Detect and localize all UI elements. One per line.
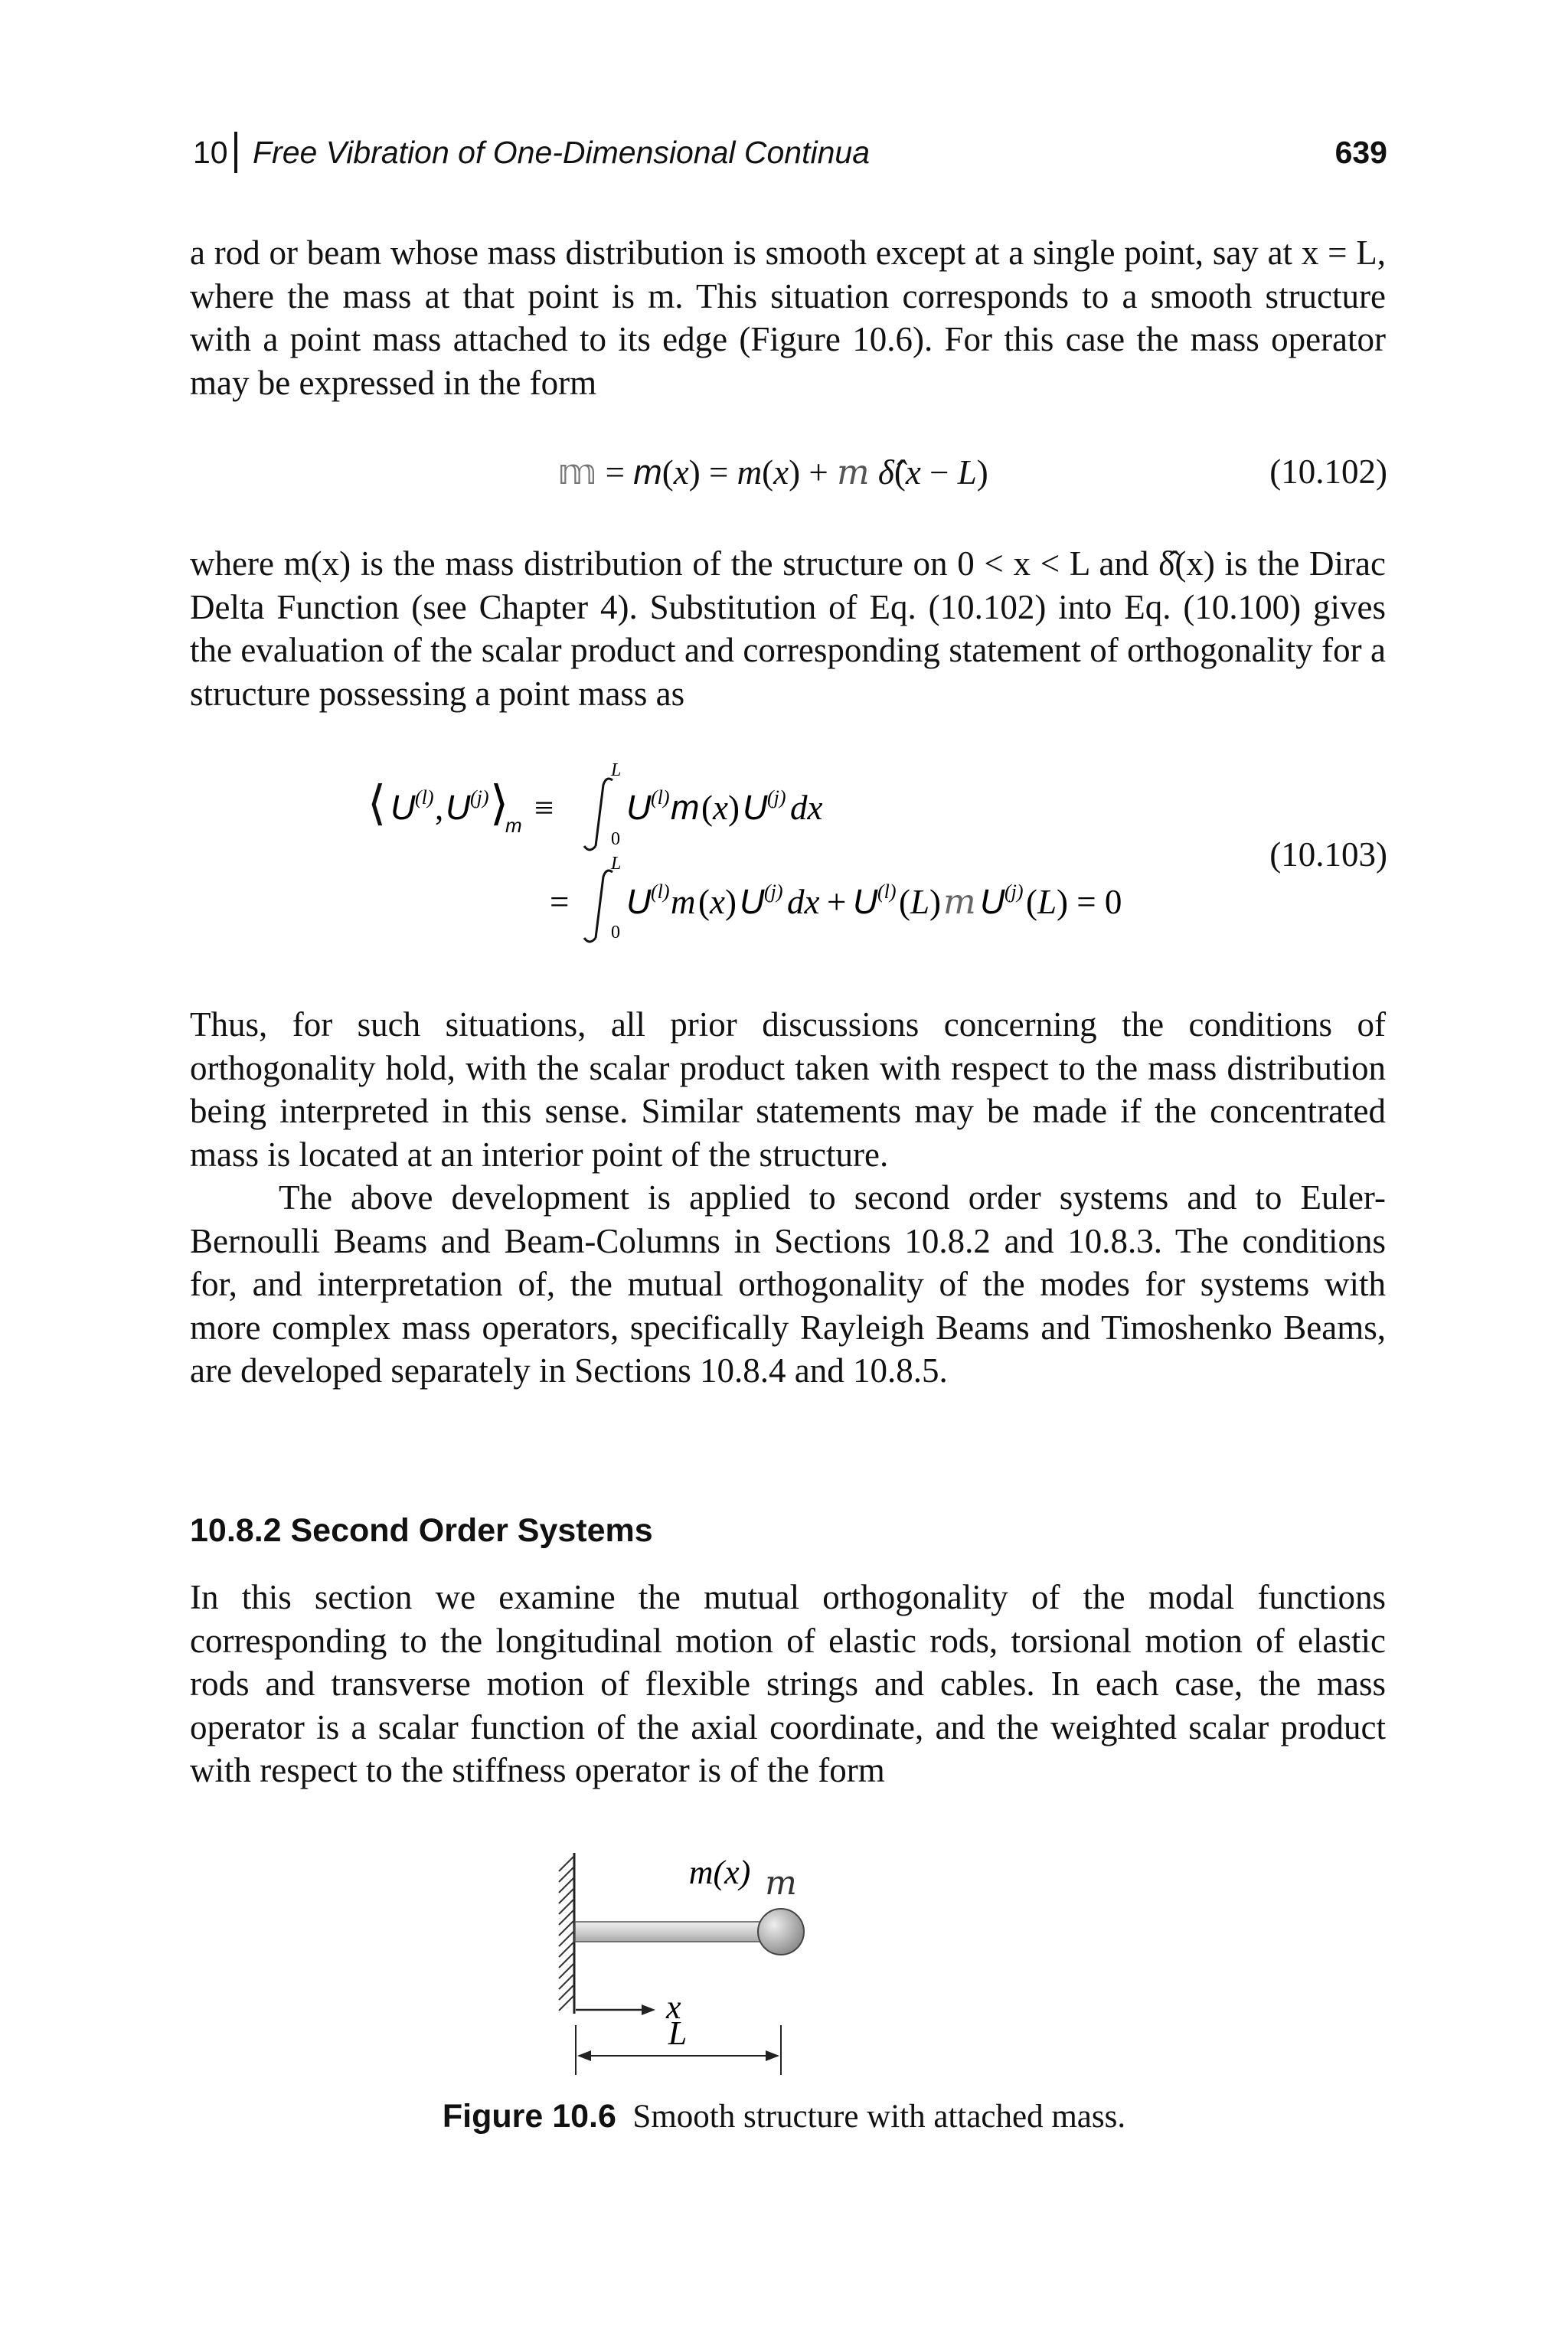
svg-text:dx: dx [790, 789, 823, 827]
svg-text:L: L [611, 760, 622, 780]
svg-text:(x): (x) [701, 789, 740, 827]
svg-text:,: , [435, 789, 444, 827]
equation-10-102: 𝕞 = m(x) = m(x) + m δ̂(x − L) [557, 452, 988, 492]
paragraph-3: Thus, for such situations, all prior discussions concerning the conditions of orthogonality hold, with the scalar product taken with respect to the mass distribution being interpreted in this sense. Similar statements may be made if the concentrated mass is located at an interior point of the structure. [190, 1005, 1386, 1174]
figure-caption [0, 2098, 1568, 2135]
page-number: 639 [1334, 135, 1387, 170]
svg-text:dx: dx [787, 883, 820, 921]
fixed-wall [559, 1853, 574, 2014]
paragraph-5: In this section we examine the mutual orthogonality of the modal functions corresponding to the longitudinal motion of elastic rods, torsional motion of elastic rods and transverse motion of flexible strings and cables. In each case, the mass operator is a scalar function of the axial coordinate, and the weighted scalar product with respect to the stiffness operator is of the form [190, 1578, 1386, 1789]
svg-text:m: m [943, 881, 976, 922]
svg-text:U: U [446, 788, 471, 827]
svg-text:⟨: ⟨ [368, 778, 387, 830]
svg-text:m: m [671, 788, 700, 827]
svg-text:0: 0 [611, 923, 620, 943]
svg-text:+: + [827, 883, 847, 921]
svg-text:(l): (l) [651, 786, 670, 809]
svg-text:U: U [626, 882, 652, 921]
paragraph-1: a rod or beam whose mass distribution is smooth except at a single point, say at x = L, where the mass at that point is m. This situation corresponds to a smooth structure with a point mass attached to its edge (Figure 10.6). For this case the mass operator may be expressed in the form [190, 234, 1386, 402]
svg-text:U: U [853, 882, 878, 921]
svg-text:(j): (j) [470, 786, 489, 809]
svg-text:m: m [671, 883, 696, 921]
point-mass [758, 1909, 804, 1955]
svg-text:U: U [626, 788, 652, 827]
chapter-number: 10 [193, 135, 228, 170]
paragraph-2: where m(x) is the mass distribution of the structure on 0 < x < L and δ̂(x) is the Dirac Delta Function (see Chapter 4). Substitution of Eq. (10.102) into Eq. (10.100) gives the evaluation of the scalar product and corresponding statement of orthogonality for a structure possessing a point mass as [190, 544, 1386, 713]
svg-text:(l): (l) [877, 880, 897, 903]
svg-text:(l): (l) [415, 786, 434, 809]
figure-caption-text: Smooth structure with attached mass. [632, 2099, 1126, 2135]
svg-text:(x): (x) [698, 883, 737, 921]
svg-text:⟩: ⟩ [490, 778, 509, 830]
svg-text:U: U [743, 788, 768, 827]
equation-10-103 [368, 747, 1240, 976]
chapter-title: Free Vibration of One-Dimensional Continua [253, 135, 871, 170]
label-mx: m(x) [688, 1854, 751, 1891]
svg-text:≡: ≡ [534, 789, 554, 827]
figure-caption-label: Figure 10.6 [442, 2098, 616, 2135]
svg-text:L: L [611, 854, 622, 874]
paragraph-4: The above development is applied to second order systems and to Euler-Bernoulli Beams and Beam-Columns in Sections 10.8.2 and 10.8.3. The conditions for, and interpretation of, the mutual orthogonality of the modes for systems with more complex mass operators, specifically Rayleigh Beams and Timoshenko Beams, are developed separately in Sections 10.8.4 and 10.8.5. [190, 1178, 1386, 1390]
svg-text:U: U [980, 882, 1005, 921]
svg-text:(j): (j) [767, 786, 786, 809]
label-L: L [668, 2014, 688, 2052]
svg-text:=: = [550, 883, 570, 921]
svg-text:(L) = 0: (L) = 0 [1026, 883, 1122, 921]
label-point-mass: m [765, 1864, 797, 1903]
label-x: x [666, 1988, 681, 2026]
header-divider [234, 132, 237, 173]
running-header [193, 132, 1387, 178]
svg-text:(L): (L) [899, 883, 942, 921]
svg-text:m: m [505, 814, 522, 837]
rod [575, 1922, 771, 1942]
svg-text:U: U [740, 882, 765, 921]
svg-text:(l): (l) [651, 880, 670, 903]
svg-text:U: U [390, 788, 416, 827]
svg-text:(j): (j) [764, 880, 783, 903]
svg-text:(j): (j) [1004, 880, 1024, 903]
section-heading: 10.8.2 Second Order Systems [190, 1512, 653, 1549]
equation-number-10-103: (10.103) [1269, 835, 1387, 874]
svg-text:0: 0 [611, 829, 620, 849]
figure-10-6 [536, 1838, 1072, 2090]
equation-number-10-102: (10.102) [1269, 452, 1387, 491]
